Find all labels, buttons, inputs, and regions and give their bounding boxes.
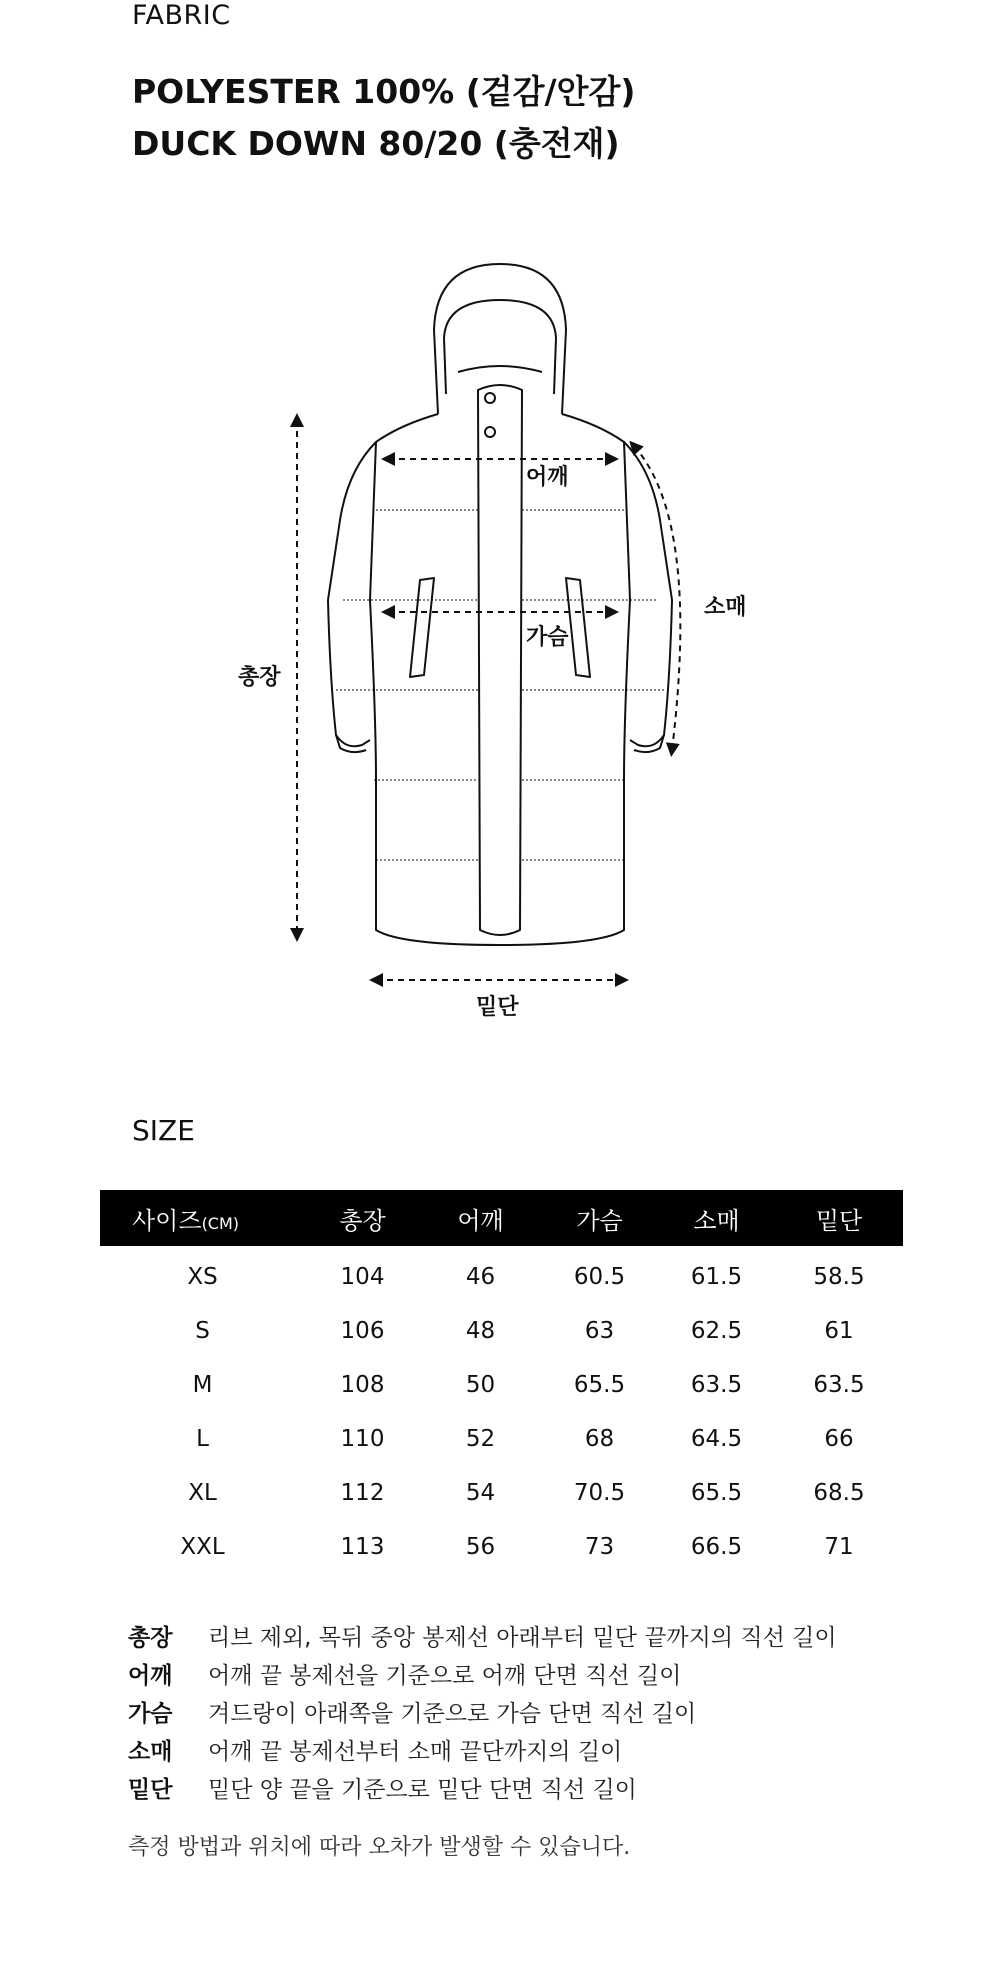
size-cell: XXL [180, 1534, 225, 1560]
description-chest [128, 1695, 696, 1728]
table-row [100, 1246, 903, 1304]
value-cell: 63.5 [690, 1372, 743, 1398]
value-cell: 52 [465, 1426, 496, 1452]
value-cell: 61 [824, 1318, 854, 1344]
table-row [100, 1520, 903, 1574]
description-term: 소매 [128, 1739, 173, 1765]
fabric-composition-shell: POLYESTER 100% (겉감/안감) [132, 72, 636, 111]
value-cell: 65.5 [690, 1480, 743, 1506]
value-cell: 68 [584, 1426, 615, 1452]
description-term: 밑단 [128, 1777, 173, 1803]
value-cell: 110 [340, 1426, 385, 1452]
value-cell: 64.5 [690, 1426, 743, 1452]
description-term: 총장 [128, 1625, 173, 1651]
label-chest: 가슴 [526, 625, 569, 650]
value-cell: 58.5 [813, 1264, 865, 1290]
value-cell: 65.5 [573, 1372, 626, 1398]
header-chest: 가슴 [541, 1190, 658, 1246]
description-text: 밑단 양 끝을 기준으로 밑단 단면 직선 길이 [208, 1777, 637, 1803]
value-cell: 66.5 [690, 1534, 743, 1560]
measurement-note: 측정 방법과 위치에 따라 오차가 발생할 수 있습니다. [128, 1835, 631, 1860]
size-cell: XL [188, 1480, 217, 1506]
description-sleeve [128, 1733, 622, 1766]
value-cell: 46 [465, 1264, 496, 1290]
description-term: 가슴 [128, 1701, 173, 1727]
value-cell: 50 [465, 1372, 496, 1398]
value-cell: 62.5 [690, 1318, 743, 1344]
header-size: 사이즈(CM) [100, 1190, 305, 1246]
header-length: 총장 [305, 1190, 420, 1246]
table-row [100, 1304, 903, 1358]
fabric-composition-fill: DUCK DOWN 80/20 (충전재) [132, 124, 620, 163]
label-length: 총장 [238, 665, 281, 690]
size-cell: S [195, 1318, 210, 1344]
label-sleeve: 소매 [704, 595, 747, 620]
description-text: 겨드랑이 아래쪽을 기준으로 가슴 단면 직선 길이 [208, 1701, 697, 1727]
value-cell: 63.5 [813, 1372, 865, 1398]
value-cell: 54 [465, 1480, 496, 1506]
description-hem [128, 1771, 637, 1804]
description-text: 리브 제외, 목뒤 중앙 봉제선 아래부터 밑단 끝까지의 직선 길이 [208, 1625, 837, 1651]
description-term: 어깨 [128, 1663, 173, 1689]
value-cell: 73 [584, 1534, 615, 1560]
value-cell: 60.5 [573, 1264, 626, 1290]
value-cell: 63 [584, 1318, 615, 1344]
value-cell: 61.5 [690, 1264, 743, 1290]
coat-measurement-diagram [0, 250, 1000, 1030]
table-row [100, 1466, 903, 1520]
table-row [100, 1412, 903, 1466]
label-shoulder: 어깨 [526, 465, 569, 490]
description-length [128, 1619, 837, 1652]
header-sleeve: 소매 [658, 1190, 775, 1246]
header-hem: 밑단 [775, 1190, 903, 1246]
value-cell: 48 [465, 1318, 496, 1344]
value-cell: 106 [340, 1318, 385, 1344]
coat-illustration [328, 264, 672, 945]
description-text: 어깨 끝 봉제선을 기준으로 어깨 단면 직선 길이 [208, 1663, 682, 1689]
value-cell: 70.5 [573, 1480, 626, 1506]
value-cell: 71 [824, 1534, 854, 1560]
measurement-arrows [297, 420, 680, 980]
value-cell: 56 [465, 1534, 496, 1560]
table-header [100, 1190, 903, 1246]
value-cell: 113 [340, 1534, 385, 1560]
description-text: 어깨 끝 봉제선부터 소매 끝단까지의 길이 [208, 1739, 623, 1765]
size-cell: M [192, 1372, 213, 1398]
size-table [100, 1190, 903, 1574]
value-cell: 104 [340, 1264, 385, 1290]
value-cell: 66 [824, 1426, 854, 1452]
value-cell: 68.5 [813, 1480, 865, 1506]
header-shoulder: 어깨 [420, 1190, 541, 1246]
value-cell: 108 [340, 1372, 385, 1398]
value-cell: 112 [340, 1480, 385, 1506]
label-hem: 밑단 [476, 995, 519, 1020]
size-cell: L [196, 1426, 209, 1452]
description-shoulder [128, 1657, 681, 1690]
fabric-heading: FABRIC [132, 0, 231, 31]
size-cell: XS [187, 1264, 218, 1290]
size-heading: SIZE [132, 1114, 195, 1147]
table-row [100, 1358, 903, 1412]
